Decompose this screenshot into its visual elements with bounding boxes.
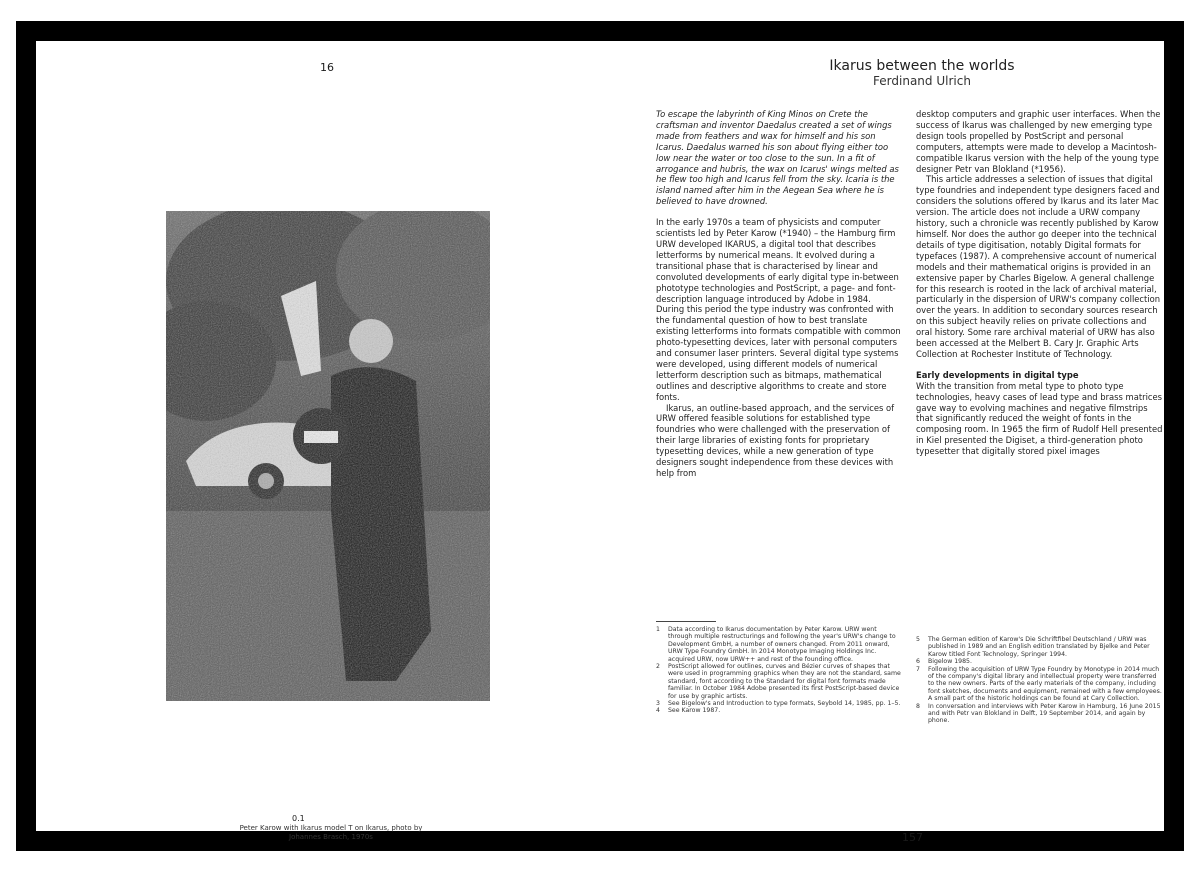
article-author: Ferdinand Ulrich [873, 74, 971, 88]
epigraph: To escape the labyrinth of King Minos on Crete the craftsman and inventor Daedalus created a set of wings made from feathers and wax for himself and his son Icarus. Daedalus warned his son about flying either too low near the water or too close to the sun. In a fit of arrogance and hubris, the wax on Icarus' wings melted as he flew too high and Icarus fell from the sky. Icaria is the island named after him in the Aegean Sea where he is believed to have drowned. [656, 109, 899, 207]
book-spread [16, 21, 1184, 851]
footnote: 1 Data according to Ikarus documentation by Peter Karow. URW went through multiple restructurings and following the year's URW's change to Development GmbH, a number of owners changed. From 2011 onward, URW Type Foundry GmbH. In 2014 Monotype Imaging Holdings Inc. acquired URW, now URW++ and rest of the founding office. [656, 626, 896, 663]
footnote-rule [656, 621, 716, 622]
text-column-1 [656, 109, 901, 479]
figure-number: 0.1 [292, 814, 305, 823]
paragraph: Ikarus, an outline-based approach, and the services of URW offered feasible solutions for established type foundries who were challenged with the preservation of their large libraries of existing fonts for proprietary typesetting devices, while a new generation of type designers sought independence from these devices with help from [656, 402, 895, 478]
paragraph: With the transition from metal type to photo type technologies, heavy cases of lead type and brass matrices gave way to evolving machines and negative filmstrips that significantly reduced the weight of fonts in the composing room. In 1965 the firm of Rudolf Hell presented in Kiel presented the Digiset, a third-generation photo typesetter that digitally stored pixel images [916, 380, 1163, 457]
page-number-right: 157 [902, 831, 923, 844]
section-heading: Early developments in digital type [916, 369, 1079, 380]
footnote: 8 In conversation and interviews with Peter Karow in Hamburg, 16 June 2015 and with Petr van Blokland in Delft, 19 September 2014, and again by phone. [916, 702, 1161, 725]
footnote: 3 See Bigelow's and Introduction to type formats, Seybold 14, 1985, pp. 1–5. [656, 700, 901, 708]
footnotes-left-column [656, 626, 901, 715]
footnote: 6 Bigelow 1985. [916, 658, 972, 666]
paragraph: desktop computers and graphic user interfaces. When the success of Ikarus was challenged by new emerging type design tools propelled by PostScript and personal computers, attempts were made to develop a Macintosh-compatible Ikarus version with the help of the young type designer Petr van Blokland (*1956). [916, 109, 1161, 174]
paragraph: This article addresses a selection of issues that digital type foundries and independent type designers faced and considers the solutions offered by Ikarus and its later Mac version. The article does not include a URW company history, such a chronicle was recently published by Karow himself. Nor does the author go deeper into the technical details of type digitisation, notably Digital formats for typefaces (1987). A comprehensive account of numerical models and their mathematical origins is provided in an extensive paper by Charles Bigelow. A general challenge for this research is rooted in the lack of archival material, particularly in the dispersion of URW's company collection over the years. In addition to secondary sources research on this subject heavily relies on private collections and oral history. Some rare archival material of URW has also been accessed at the Melbert B. Cary Jr. Graphic Arts Collection at Rochester Institute of Technology. [916, 174, 1161, 359]
footnotes-right-column [916, 636, 1164, 725]
footnote: 4 See Karow 1987. [656, 707, 721, 715]
footnote: 5 The German edition of Karow's Die Schriftfibel Deutschland / URW was published in 1989 and an English edition translated by Bjelke and Peter Karow titled Font Technology, Springer 1994. [916, 636, 1150, 658]
footnote: 2 PostScript allowed for outlines, curves and Bézier curves of shapes that were used in programming graphics when they are not the standard, same standard, font according to the Standard for digital font formats made familiar. In October 1984 Adobe presented its first PostScript-based device for use by graphic artists. [656, 663, 901, 700]
page-number-left: 16 [320, 61, 334, 74]
photo-man-with-ikarus-model [166, 211, 490, 701]
text-column-2 [916, 109, 1164, 457]
footnote: 7 Following the acquisition of URW Type Foundry by Monotype in 2014 much of the company's digital library and intellectual property were transferred to the new owners. Parts of the early materials of the company, including font sketches, documents and equipment, remained with a few employees. A small part of the historic holdings can be found at Cary Collection. [916, 665, 1162, 703]
paragraph: In the early 1970s a team of physicists and computer scientists led by Peter Karow (*1940) – the Hamburg firm URW developed IKARUS, a digital tool that describes letterforms by numerical means. It evolved during a transitional phase that is characterised by linear and convoluted developments of early digital type in-between phototype technologies and PostScript, a page- and font-description language introduced by Adobe in 1984. During this period the type industry was confronted with the fundamental question of how to best translate existing letterforms into formats compatible with common photo-typesetting devices, later with personal computers and consumer laser printers. Several digital type systems were developed, using different models of numerical letterform description such as bitmaps, mathematical outlines and descriptive algorithms to create and store fonts. [656, 217, 901, 402]
article-title: Ikarus between the worlds [829, 58, 1015, 74]
figure-caption: Peter Karow with Ikarus model T on Ikarus, photo by Johannes Brasch, 1970s [239, 824, 423, 841]
